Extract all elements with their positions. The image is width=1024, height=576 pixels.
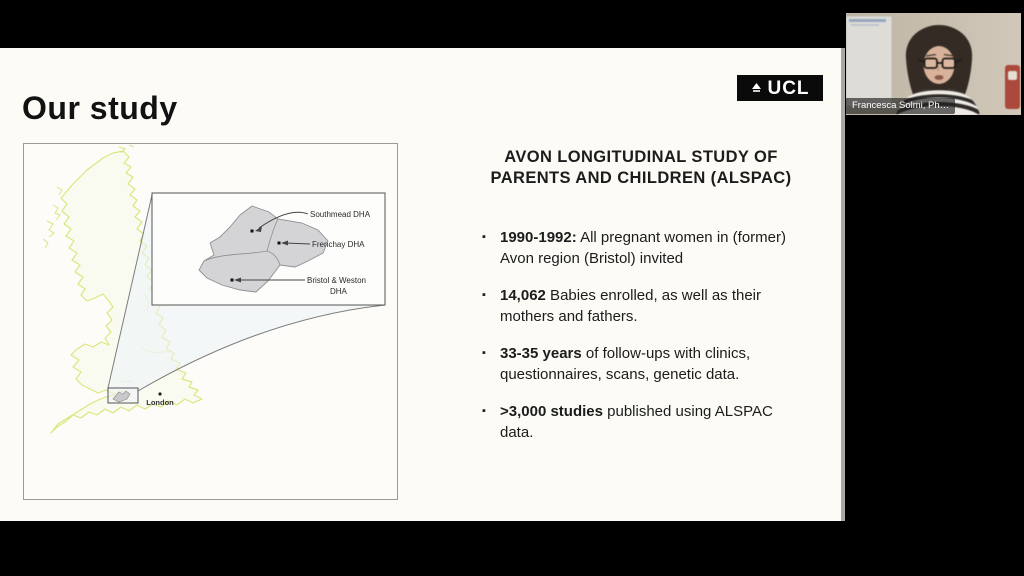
avon-inset bbox=[152, 193, 385, 305]
frenchay-dot bbox=[278, 242, 281, 245]
bullet-item-follow-ups: ▪ 33-35 years of follow-ups with clinics, questionnaires, scans, genetic data. bbox=[482, 343, 792, 385]
background-object bbox=[1005, 65, 1020, 109]
ucl-dome-icon bbox=[750, 82, 763, 95]
southmead-dot bbox=[251, 230, 254, 233]
bottom-letterbox-bar bbox=[0, 521, 1024, 576]
panel-heading bbox=[476, 147, 806, 189]
bristol-weston-dot bbox=[231, 279, 234, 282]
whiteboard bbox=[846, 16, 892, 106]
bullet-item-enrolment-years: ▪ 1990-1992: All pregnant women in (former) Avon region (Bristol) invited bbox=[482, 227, 792, 269]
webcam-tile[interactable] bbox=[846, 13, 1021, 115]
mouth bbox=[935, 75, 944, 80]
ucl-logo bbox=[737, 75, 823, 101]
southmead-label: Southmead DHA bbox=[310, 210, 371, 219]
participant-name-label: Francesca Solmi, Ph… bbox=[846, 98, 955, 114]
london-dot bbox=[158, 392, 161, 395]
bullet-list bbox=[482, 227, 806, 443]
presentation-slide bbox=[0, 48, 845, 521]
panel-heading-line1: AVON LONGITUDINAL STUDY OF bbox=[504, 148, 778, 166]
bristol-weston-label-line2: DHA bbox=[330, 287, 347, 296]
bullet-item-studies-published: ▪ >3,000 studies published using ALSPAC data. bbox=[482, 401, 792, 443]
frenchay-label: Frenchay DHA bbox=[312, 240, 365, 249]
slide-text-panel bbox=[476, 147, 806, 459]
ucl-logo-text: UCL bbox=[767, 77, 810, 99]
bristol-weston-label-line1: Bristol & Weston bbox=[307, 276, 366, 285]
london-label: London bbox=[146, 398, 174, 407]
slide-title: Our study bbox=[22, 90, 178, 126]
bullet-item-babies-enrolled: ▪ 14,062 Babies enrolled, as well as their mothers and fathers. bbox=[482, 285, 792, 327]
uk-map-figure bbox=[23, 143, 398, 500]
panel-heading-line2: PARENTS AND CHILDREN (ALSPAC) bbox=[490, 169, 792, 187]
